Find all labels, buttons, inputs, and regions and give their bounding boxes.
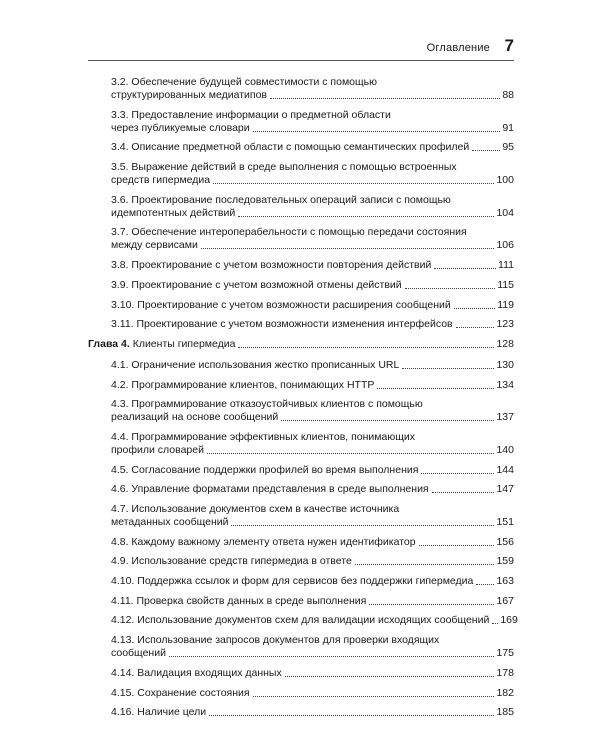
toc-entry-text: 4.15. Сохранение состояния — [111, 686, 250, 699]
toc-dot-leader — [238, 216, 494, 217]
toc-line — [111, 122, 514, 135]
toc-dot-leader — [209, 715, 494, 716]
toc-line — [111, 464, 514, 477]
toc-section-entry — [88, 634, 514, 660]
toc-line — [111, 299, 514, 312]
toc-page-number: 182 — [496, 686, 514, 699]
toc-page-number: 115 — [497, 278, 514, 291]
header-page-number: 7 — [504, 36, 514, 55]
toc-section-entry — [88, 687, 514, 700]
toc-line — [111, 141, 514, 154]
toc-section-entry — [88, 595, 514, 608]
toc-line — [111, 706, 514, 719]
toc-line — [111, 161, 514, 174]
toc-entry-text: 4.5. Согласование поддержки профилей во время выполнения — [111, 463, 419, 476]
toc-entry-text: 4.3. Программирование отказоустойчивых клиентов с помощью — [111, 398, 423, 411]
toc-entry-text: между сервисами — [111, 239, 198, 252]
toc-line — [111, 647, 514, 660]
toc-entry-text: 4.16. Наличие цели — [111, 706, 207, 719]
toc-line — [111, 226, 514, 239]
toc-dot-leader — [456, 327, 495, 328]
toc-entry-text: 3.5. Выражение действий в среде выполнения с помощью встроенных — [111, 161, 457, 174]
toc-dot-leader — [169, 656, 495, 657]
toc-section-entry — [88, 614, 518, 627]
toc-line — [111, 634, 514, 647]
toc-page-number: 169 — [500, 614, 518, 627]
toc-line — [111, 379, 514, 392]
toc-page-number: 106 — [496, 239, 514, 252]
toc-section-entry — [88, 503, 514, 529]
toc-entry-text: профили словарей — [111, 443, 204, 456]
header-title: Оглавление — [426, 42, 490, 54]
toc-line — [111, 555, 514, 568]
toc-entry-text: 4.7. Использование документов схем в качестве источника — [111, 503, 400, 515]
toc-entry-text: 4.9. Использование средств гипермедиа в ответе — [111, 555, 352, 568]
toc-entry-text: 4.6. Управление форматами представления в среде выполнения — [111, 483, 429, 496]
toc-line — [111, 359, 514, 372]
toc-page-number: 128 — [496, 337, 514, 350]
toc-line — [111, 398, 514, 411]
toc-dot-leader — [285, 676, 495, 677]
toc-section-entry — [88, 464, 514, 477]
toc-chapter-entry — [88, 338, 514, 351]
toc-line — [111, 318, 514, 331]
toc-page-number: 100 — [496, 174, 514, 187]
toc-entry-text: 4.14. Валидация входящих данных — [111, 666, 282, 679]
toc-line — [111, 411, 514, 424]
toc-section-entry — [88, 483, 514, 496]
toc-section-entry — [88, 431, 514, 457]
toc-dot-leader — [213, 183, 494, 184]
toc-entry-text: реализаций на основе сообщений — [111, 411, 279, 424]
toc-page-number: 104 — [496, 206, 514, 219]
toc-section-entry — [88, 279, 514, 292]
toc-dot-leader — [454, 308, 496, 309]
toc-dot-leader — [434, 268, 496, 269]
toc-section-entry — [88, 76, 514, 102]
toc-dot-leader — [492, 623, 498, 624]
toc-line — [111, 174, 514, 187]
toc-page-number: 130 — [496, 358, 514, 371]
toc-entry-text: 3.9. Проектирование с учетом возможной отмены действий — [111, 278, 402, 291]
toc-section-entry — [88, 259, 514, 272]
toc-line — [111, 109, 514, 122]
toc-line — [111, 516, 514, 529]
toc-line — [111, 207, 514, 220]
header-rule — [88, 60, 514, 61]
toc-entry-text: 3.6. Проектирование последовательных операций записи с помощью — [111, 193, 451, 206]
toc-line — [111, 259, 514, 272]
toc-line — [111, 483, 514, 496]
table-of-contents — [88, 76, 518, 726]
toc-page-number: 123 — [496, 318, 514, 331]
toc-section-entry — [88, 555, 514, 568]
toc-line — [111, 503, 514, 516]
toc-entry-text: 3.10. Проектирование с учетом возможности расширения сообщений — [111, 298, 451, 311]
toc-section-entry — [88, 667, 514, 680]
toc-page-number: 185 — [496, 706, 514, 719]
toc-section-entry — [88, 318, 514, 331]
toc-dot-leader — [369, 604, 494, 605]
toc-entry-text: 4.12. Использование документов схем для валидации исходящих сообщений — [111, 614, 490, 627]
toc-page-number: 91 — [502, 121, 514, 134]
toc-dot-leader — [472, 150, 500, 151]
toc-chapter-text — [88, 338, 235, 351]
toc-line — [111, 194, 514, 207]
toc-line — [111, 76, 514, 89]
toc-line — [88, 338, 514, 351]
running-header — [88, 38, 514, 60]
toc-page-number: 140 — [496, 443, 514, 456]
toc-dot-leader — [432, 492, 495, 493]
toc-section-entry — [88, 706, 514, 719]
toc-page-number: 111 — [498, 259, 514, 272]
toc-dot-leader — [421, 473, 494, 474]
toc-entry-text: 3.7. Обеспечение интероперабельности с помощью передачи состояния — [111, 226, 467, 239]
toc-dot-leader — [270, 98, 500, 99]
toc-entry-text: метаданных сообщений — [111, 516, 229, 528]
toc-dot-leader — [207, 453, 495, 454]
toc-entry-text: структурированных медиатипов — [111, 89, 268, 101]
toc-section-entry — [88, 536, 514, 549]
toc-line — [111, 536, 514, 549]
toc-line — [111, 595, 514, 608]
toc-entry-text: 3.11. Проектирование с учетом возможности изменения интерфейсов — [111, 318, 453, 331]
toc-dot-leader — [377, 388, 494, 389]
toc-page-number: 159 — [496, 555, 514, 568]
toc-section-entry — [88, 359, 514, 372]
toc-section-entry — [88, 379, 514, 392]
toc-section-entry — [88, 109, 514, 135]
toc-line — [111, 431, 514, 444]
toc-page-number: 134 — [496, 378, 514, 391]
toc-page-number: 88 — [502, 89, 514, 101]
toc-dot-leader — [405, 288, 496, 289]
toc-dot-leader — [402, 368, 494, 369]
toc-section-entry — [88, 194, 514, 220]
toc-section-entry — [88, 226, 514, 252]
toc-line — [111, 279, 514, 292]
toc-page-number: 178 — [496, 666, 514, 679]
toc-entry-text: сообщений — [111, 647, 166, 660]
toc-entry-text: 3.8. Проектирование с учетом возможности повторения действий — [111, 259, 432, 272]
toc-entry-text: 4.4. Программирование эффективных клиентов, понимающих — [111, 430, 415, 443]
toc-page-number: 119 — [497, 298, 514, 311]
toc-page-number: 167 — [496, 594, 514, 607]
toc-line — [111, 444, 514, 457]
toc-chapter-label: Глава 4. — [88, 337, 130, 350]
toc-entry-text: 3.3. Предоставление информации о предметной области — [111, 108, 391, 121]
toc-entry-text: 4.10. Поддержка ссылок и форм для сервисов без поддержки гипермедиа — [111, 575, 474, 588]
toc-line — [111, 687, 514, 700]
toc-entry-text: идемпотентных действий — [111, 206, 236, 219]
toc-entry-text: 4.13. Использование запросов документов для проверки входящих — [111, 634, 440, 647]
toc-entry-text: 4.11. Проверка свойств данных в среде выполнения — [111, 594, 367, 607]
toc-dot-leader — [201, 248, 495, 249]
toc-entry-text: через публикуемые словари — [111, 121, 250, 134]
toc-page-number: 156 — [496, 535, 514, 548]
toc-entry-text: средств гипермедиа — [111, 174, 211, 187]
toc-section-entry — [88, 299, 514, 312]
toc-dot-leader — [419, 545, 495, 546]
toc-dot-leader — [253, 696, 495, 697]
toc-line — [111, 614, 518, 627]
toc-line — [111, 239, 514, 252]
toc-dot-leader — [231, 525, 494, 526]
toc-chapter-title: Клиенты гипермедиа — [129, 337, 236, 350]
toc-page-number: 144 — [496, 463, 514, 476]
toc-page-number: 163 — [496, 575, 514, 588]
toc-entry-text: 4.2. Программирование клиентов, понимающих HTTP — [111, 378, 375, 391]
toc-page-number: 147 — [496, 483, 514, 496]
toc-line — [111, 575, 514, 588]
toc-entry-text: 3.2. Обеспечение будущей совместимости с помощью — [111, 76, 377, 88]
toc-section-entry — [88, 398, 514, 424]
toc-line — [111, 89, 514, 102]
toc-dot-leader — [281, 420, 494, 421]
toc-page-number: 137 — [496, 411, 514, 424]
toc-section-entry — [88, 161, 514, 187]
toc-line — [111, 667, 514, 680]
toc-entry-text: 3.4. Описание предметной области с помощью семантических профилей — [111, 141, 470, 154]
toc-page-number: 151 — [496, 516, 514, 528]
toc-page-number: 95 — [502, 141, 514, 154]
toc-entry-text: 4.1. Ограничение использования жестко прописанных URL — [111, 358, 400, 371]
toc-dot-leader — [253, 131, 501, 132]
toc-page-number: 175 — [496, 647, 514, 660]
toc-dot-leader — [476, 584, 494, 585]
toc-dot-leader — [355, 564, 495, 565]
toc-entry-text: 4.8. Каждому важному элементу ответа нужен идентификатор — [111, 535, 416, 548]
toc-dot-leader — [238, 347, 494, 348]
toc-section-entry — [88, 141, 514, 154]
toc-section-entry — [88, 575, 514, 588]
